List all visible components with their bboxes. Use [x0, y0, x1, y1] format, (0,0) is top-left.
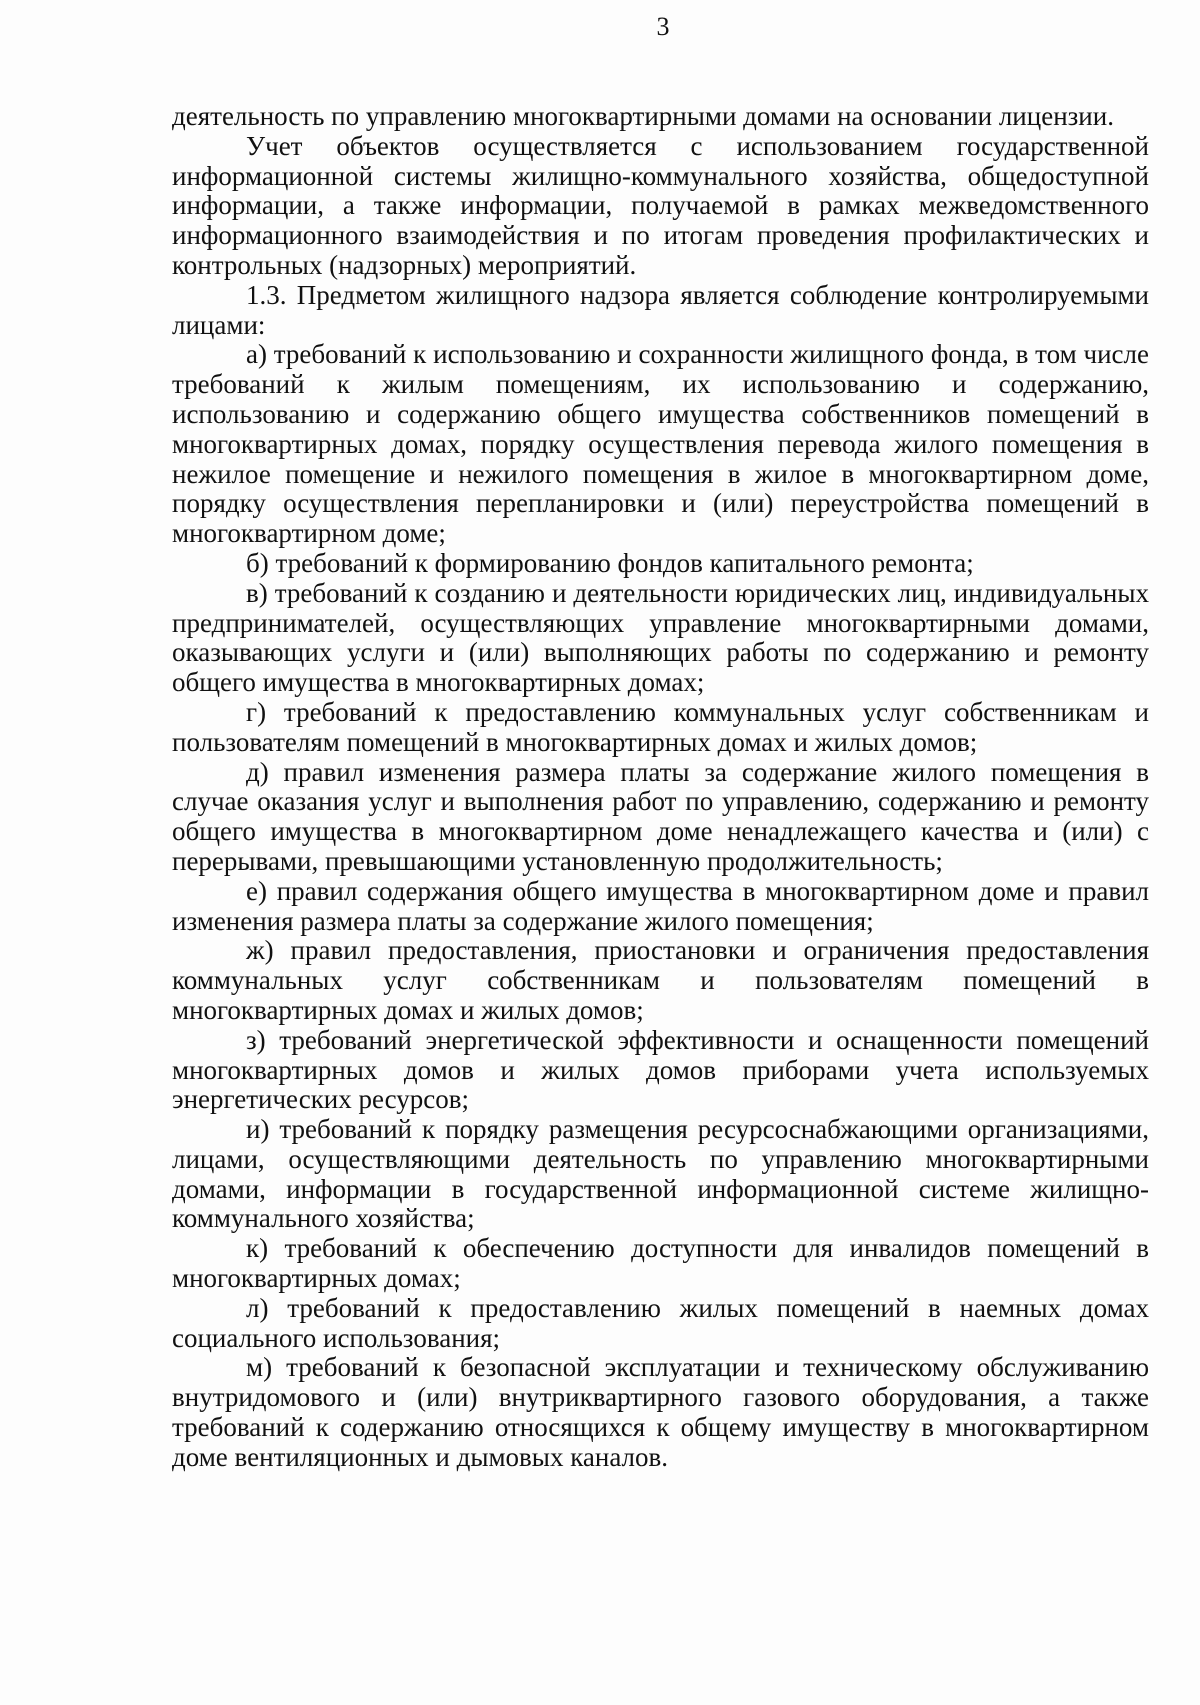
list-item-b: б) требований к формированию фондов капитального ремонта; [246, 547, 974, 578]
list-item-d: д) правил изменения размера платы за содержание жилого помещения в случае оказания услуг и выполнения работ по управлению, содержанию и ремонту общего имущества в многоквартирном доме ненадлежащего качества и (или) с перерывами, превышающими установленную продолжительность; [172, 756, 1149, 876]
document-body [172, 102, 1149, 1473]
paragraph-accounting: Учет объектов осуществляется с использованием государственной информационной системы жилищно-коммунального хозяйства, общедоступной информации, а также информации, получаемой в рамках межведомственного информационного взаимодействия и по итогам проведения профилактических и контрольных (надзорных) мероприятий. [172, 130, 1149, 280]
list-item-m: м) требований к безопасной эксплуатации и техническому обслуживанию внутридомового и (или) внутриквартирного газового оборудования, а также требований к содержанию относящихся к общему имуществу в многоквартирном доме вентиляционных и дымовых каналов. [172, 1352, 1149, 1472]
list-item-i: и) требований к порядку размещения ресурсоснабжающими организациями, лицами, осуществляющими деятельность по управлению многоквартирными домами, информации в государственной информационной системе жилищно-коммунального хозяйства; [172, 1114, 1149, 1234]
paragraph-continuation: деятельность по управлению многоквартирными домами на основании лицензии. [172, 101, 1114, 131]
list-item-v: в) требований к созданию и деятельности юридических лиц, индивидуальных предпринимателей, осуществляющих управление многоквартирными домами, оказывающих услуги и (или) выполняющих работы по содержанию и ремонту общего имущества в многоквартирных домах; [172, 577, 1149, 698]
list-item-zh: ж) правил предоставления, приостановки и ограничения предоставления коммунальных услуг собственникам и пользователям помещений в многоквартирных домах и жилых домов; [172, 935, 1149, 1025]
paragraph-1-3-subject: 1.3. Предметом жилищного надзора является соблюдение контролируемыми лицами: [172, 279, 1149, 340]
list-item-l: л) требований к предоставлению жилых помещений в наемных домах социального использования; [172, 1292, 1149, 1353]
list-item-g: г) требований к предоставлению коммунальных услуг собственникам и пользователям помещений в многоквартирных домах и жилых домов; [172, 696, 1149, 757]
list-item-k: к) требований к обеспечению доступности для инвалидов помещений в многоквартирных домах; [172, 1233, 1149, 1294]
list-item-a: а) требований к использованию и сохранности жилищного фонда, в том числе требований к жилым помещениям, их использованию и содержанию, использованию и содержанию общего имущества собственников помещений в многоквартирных домах, порядку осуществления перевода жилого помещения в нежилое помещение и нежилого помещения в жилое в многоквартирном доме, порядку осуществления перепланировки и (или) переустройства помещений в многоквартирном доме; [172, 339, 1149, 549]
list-item-e: е) правил содержания общего имущества в многоквартирном доме и правил изменения размера платы за содержание жилого помещения; [172, 875, 1149, 936]
list-item-z: з) требований энергетической эффективности и оснащенности помещений многоквартирных домов и жилых домов приборами учета используемых энергетических ресурсов; [172, 1024, 1149, 1115]
page-number: 3 [656, 12, 670, 41]
